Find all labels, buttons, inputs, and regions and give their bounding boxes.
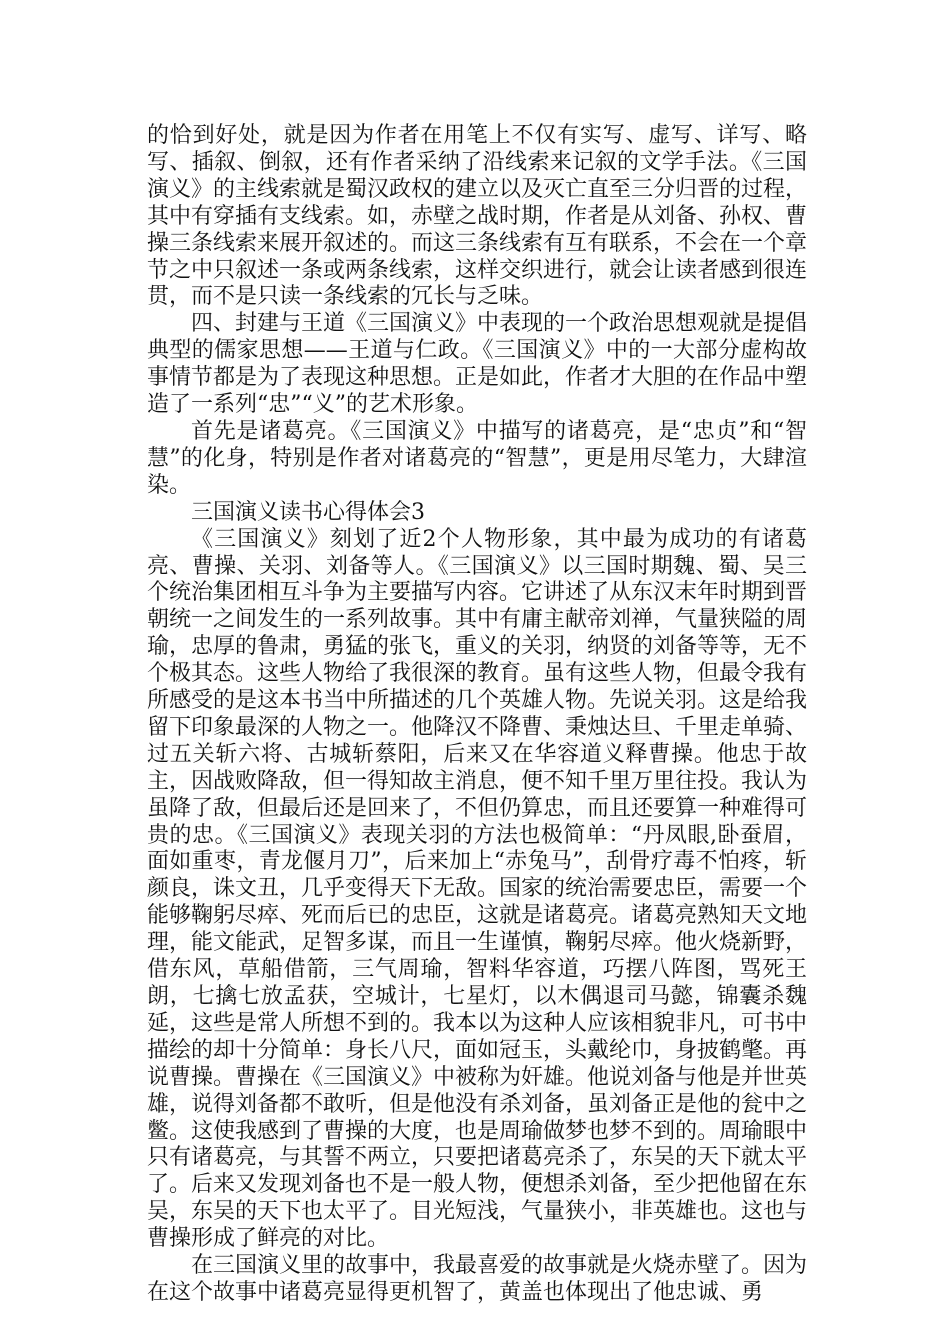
paragraph-red-cliffs: 在三国演义里的故事中，我最喜爱的故事就是火烧赤壁了。因为在这个故事中诸葛亮显得更机智了，黄盖也体现出了他忠诚、勇 bbox=[147, 1253, 808, 1305]
section-heading: 三国演义读书心得体会3 bbox=[191, 499, 425, 525]
paragraph-narrative-threads: 的恰到好处，就是因为作者在用笔上不仅有实写、虚写、详写、略写、插叙、倒叙，还有作者采纳了沿线索来记叙的文学手法。《三国演义》的主线索就是蜀汉政权的建立以及灭亡直至三分归晋的过程，其中有穿插有支线索。如，赤壁之战时期，作者是从刘备、孙权、曹操三条线索来展开叙述的。而这三条线索有互有联系，不会在一个章节之中只叙述一条或两条线索，这样交织进行，就会让读者感到很连贯，而不是只读一条线索的冗长与乏味。 bbox=[147, 123, 808, 310]
body-text bbox=[147, 123, 807, 1307]
paragraph-characters: 《三国演义》刻划了近2个人物形象，其中最为成功的有诸葛亮、曹操、关羽、刘备等人。《三国演义》以三国时期魏、蜀、吴三个统治集团相互斗争为主要描写内容。它讲述了从东汉末年时期到晋朝统一之间发生的一系列故事。其中有庸主献帝刘禅，气量狭隘的周瑜，忠厚的鲁肃，勇猛的张飞，重义的关羽，纳贤的刘备等等，无不个极其态。这些人物给了我很深的教育。虽有这些人物，但最令我有所感受的是这本书当中所描述的几个英雄人物。先说关羽。这是给我留下印象最深的人物之一。他降汉不降曹、秉烛达旦、千里走单骑、过五关斩六将、古城斩蔡阳，后来又在华容道义释曹操。他忠于故主，因战败降敌，但一得知故主消息，便不知千里万里往投。我认为虽降了敌，但最后还是回来了，不但仍算忠，而且还要算一种难得可贵的忠。《三国演义》表现关羽的方法也极简单：“丹凤眼,卧蚕眉，面如重枣，青龙偃月刀”，后来加上“赤兔马”，刮骨疗毒不怕疼，斩颜良，诛文丑，几乎变得天下无敌。国家的统治需要忠臣，需要一个能够鞠躬尽瘁、死而后已的忠臣，这就是诸葛亮。诸葛亮熟知天文地理，能文能武，足智多谋，而且一生谨慎，鞠躬尽瘁。他火烧新野，借东风，草船借箭，三气周瑜，智料华容道，巧摆八阵图，骂死王朗，七擒七放孟获，空城计，七星灯，以木偶退司马懿，锦囊杀魏延，这些是常人所想不到的。我本以为这种人应该相貌非凡，可书中描绘的却十分简单：身长八尺，面如冠玉，头戴纶巾，身披鹤氅。再说曹操。曹操在《三国演义》中被称为奸雄。他说刘备与他是并世英雄，说得刘备都不敢听，但是他没有杀刘备，虽刘备正是他的瓮中之鳖。这使我感到了曹操的大度，也是周瑜做梦也梦不到的。周瑜眼中只有诸葛亮，与其誓不两立，只要把诸葛亮杀了，东吴的天下就太平了。后来又发现刘备也不是一般人物，便想杀刘备，至少把他留在东吴，东吴的天下也太平了。目光短浅，气量狭小，非英雄也。这也与曹操形成了鲜亮的对比。 bbox=[147, 526, 808, 1252]
paragraph-zhuge-liang: 首先是诸葛亮。《三国演义》中描写的诸葛亮，是“忠贞”和“智慧”的化身，特别是作者对诸葛亮的“智慧”，更是用尽笔力，大肆渲染。 bbox=[147, 418, 807, 498]
paragraph-feudalism-kingly-way: 四、封建与王道《三国演义》中表现的一个政治思想观就是提倡典型的儒家思想——王道与仁政。《三国演义》中的一大部分虚构故事情节都是为了表现这种思想。正是如此，作者才大胆的在作品中塑造了一系列“忠”“义”的艺术形象。 bbox=[147, 311, 808, 418]
